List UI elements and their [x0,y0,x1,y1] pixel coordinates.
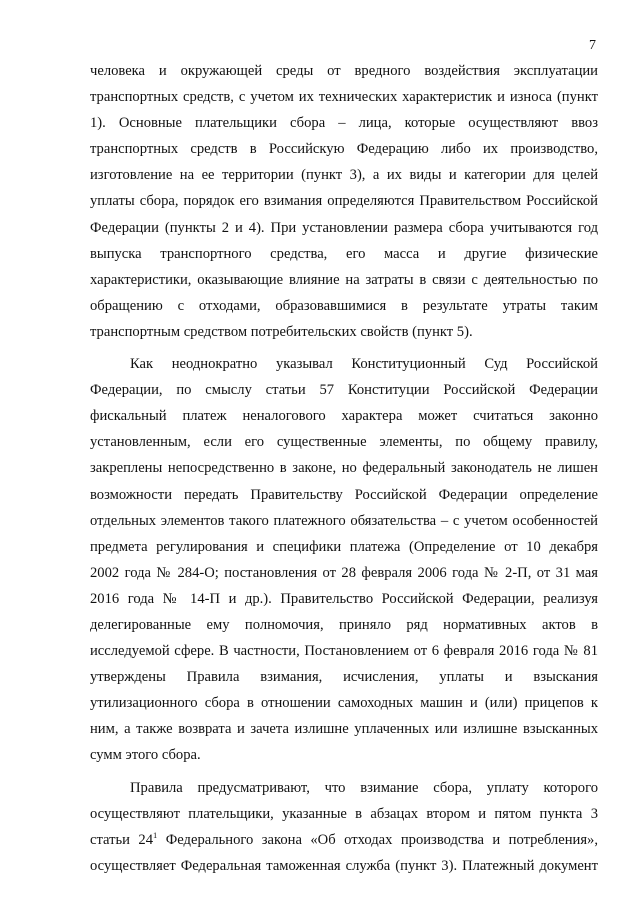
text-line [90,560,598,586]
text-line [90,241,598,267]
text-line [90,162,598,188]
text-line [90,853,598,879]
line-text: транспортных средств, с учетом их технических характеристик и износа (пункт [90,89,598,106]
line-text-tail: Федерального закона «Об отходах производства и потребления», [157,831,598,848]
line-text: 2016 года № 14-П и др.). Правительство Российской Федерации, реализуя [90,590,598,607]
line-text: Федерации (пункты 2 и 4). При установлении размера сбора учитываются год [90,219,598,236]
text-line [90,690,598,716]
line-text: изготовление на ее территории (пункт 3), а их виды и категории для целей [90,167,598,184]
line-text: Федерации, по смыслу статьи 57 Конституции Российской Федерации [90,382,598,399]
text-line [90,351,598,377]
line-text: человека и окружающей среды от вредного воздействия эксплуатации [90,63,598,79]
line-text: утилизационного сбора в отношении самоходных машин и (или) прицепов к [90,695,598,712]
text-line [90,664,598,690]
body-text [90,58,598,879]
line-text: осуществляют плательщики, указанные в абзацах втором и пятом пункта 3 [90,805,598,822]
text-line [90,612,598,638]
line-text: отдельных элементов такого платежного обязательства – с учетом особенностей [90,512,598,529]
text-line [90,188,598,214]
text-line [90,534,598,560]
text-line [90,455,598,481]
line-text: уплаты сбора, порядок его взимания определяются Правительством Российской [90,193,598,210]
line-text: 2002 года № 284-О; постановления от 28 февраля 2006 года № 2-П, от 31 мая [90,564,598,581]
line-text: ним, а также возврата и зачета излишне уплаченных или излишне взысканных [90,721,598,738]
text-line [90,716,598,742]
text-line [90,638,598,664]
line-text: транспортным средством потребительских свойств (пункт 5). [90,323,473,340]
line-text: обращению с отходами, образовавшимися в результате утраты таким [90,297,598,314]
line-text: исследуемой сфере. В частности, Постановлением от 6 февраля 2016 года № 81 [90,643,598,660]
superscript: 1 [153,829,158,840]
line-text: 1). Основные плательщики сбора – лица, которые осуществляют ввоз [90,115,598,132]
line-text: Как неоднократно указывал Конституционный Суд Российской [130,356,598,373]
line-text: делегированные ему полномочия, приняло ряд нормативных актов в [90,616,598,633]
text-line [90,377,598,403]
line-text: утверждены Правила взимания, исчисления, уплаты и взыскания [90,669,598,686]
text-line [90,110,598,136]
line-text: установленным, если его существенные элементы, по общему правилу, [90,434,598,451]
text-line [90,508,598,534]
text-line [90,482,598,508]
text-line [90,403,598,429]
text-line [90,84,598,110]
text-line [90,742,598,768]
line-text: выпуска транспортного средства, его масса и другие физические [90,245,598,262]
line-text: статьи 24 [90,831,154,848]
line-text: осуществляет Федеральная таможенная служба (пункт 3). Платежный документ [90,857,598,874]
text-line [90,827,598,853]
text-line [90,58,598,84]
line-text: возможности передать Правительству Российской Федерации определение [90,486,598,503]
paragraph [90,351,598,769]
line-text: Правила предусматривают, что взимание сбора, уплату которого [130,779,598,796]
paragraph [90,775,598,879]
page-number: 7 [589,38,596,53]
text-line [90,775,598,801]
paragraph [90,58,598,345]
text-line [90,319,598,345]
line-text: фискальный платеж неналогового характера может считаться законно [90,408,598,425]
text-line [90,136,598,162]
line-text: транспортных средств в Российскую Федерацию либо их производство, [90,141,598,158]
text-line [90,586,598,612]
text-line [90,801,598,827]
line-text: закреплены непосредственно в законе, но федеральный законодатель не лишен [90,460,598,477]
text-line [90,429,598,455]
line-text: предмета регулирования и специфики платежа (Определение от 10 декабря [90,538,598,555]
line-text: сумм этого сбора. [90,747,201,764]
line-text: характеристики, оказывающие влияние на затраты в связи с деятельностью по [90,271,598,288]
text-line [90,293,598,319]
text-line [90,267,598,293]
text-line [90,215,598,241]
